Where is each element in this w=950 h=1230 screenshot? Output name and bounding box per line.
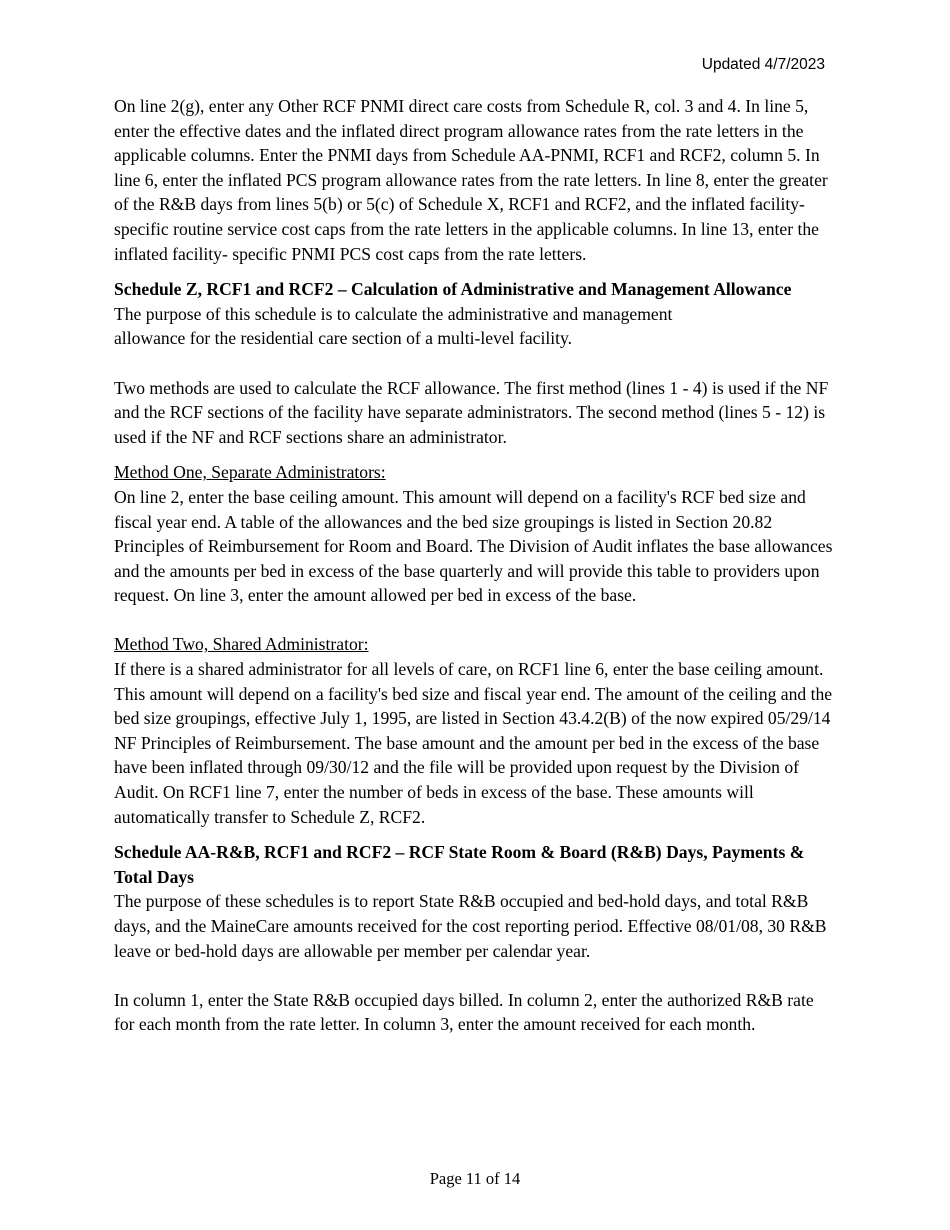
method-two-title: Method Two, Shared Administrator: xyxy=(114,634,369,655)
document-body xyxy=(114,94,836,1037)
schedule-z-methods: Two methods are used to calculate the RCF allowance. The first method (lines 1 - 4) is used if the NF and the RCF sections of the facility have separate administrators. The second method (lines 5 - 12) is used if the NF and RCF sections share an administrator. xyxy=(114,377,829,447)
updated-date: Updated 4/7/2023 xyxy=(701,56,825,73)
schedule-aa-columns: In column 1, enter the State R&B occupied days billed. In column 2, enter the authorized R&B rate for each month from the rate letter. In column 3, enter the amount received for each month. xyxy=(114,989,814,1035)
intro-paragraph: On line 2(g), enter any Other RCF PNMI direct care costs from Schedule R, col. 3 and 4. In line 5, enter the effective dates and the inflated direct program allowance rates from the rate letters in the applicable columns. Enter the PNMI days from Schedule AA-PNMI, RCF1 and RCF2, column 5. In line 6, enter the inflated PCS program allowance rates from the rate letters. In line 8, enter the greater of the R&B days from lines 5(b) or 5(c) of Schedule X, RCF1 and RCF2, and the inflated facility-specific routine service cost caps from the rate letters in the applicable columns. In line 13, enter the inflated facility- specific PNMI PCS cost caps from the rate letters. xyxy=(114,96,828,264)
method-two-text: If there is a shared administrator for all levels of care, on RCF1 line 6, enter the base ceiling amount. This amount will depend on a facility's bed size and fiscal year end. The amount of the ceiling and the bed size groupings, effective July 1, 1995, are listed in Section 43.4.2(B) of the now expired 05/29/14 NF Principles of Reimbursement. The base amount and the amount per bed in the excess of the base have been inflated through 09/30/12 and the file will be provided upon request by the Division of Audit. On RCF1 line 7, enter the number of beds in excess of the base. These amounts will automatically transfer to Schedule Z, RCF2. xyxy=(114,659,833,827)
method-one-title: Method One, Separate Administrators: xyxy=(114,462,386,483)
schedule-z-heading: Schedule Z, RCF1 and RCF2 – Calculation of Administrative and Management Allowance xyxy=(114,279,792,300)
schedule-aa-purpose: The purpose of these schedules is to report State R&B occupied and bed-hold days, and total R&B days, and the MaineCare amounts received for the cost reporting period. Effective 08/01/08, 30 R&B leave or bed-hold days are allowable per member per calendar year. xyxy=(114,891,827,961)
schedule-aa-heading: Schedule AA-R&B, RCF1 and RCF2 – RCF State Room & Board (R&B) Days, Payments & Total Days xyxy=(114,842,805,887)
schedule-z-purpose: The purpose of this schedule is to calculate the administrative and management allowance for the residential care section of a multi-level facility. xyxy=(114,303,673,349)
method-one-text: On line 2, enter the base ceiling amount. This amount will depend on a facility's RCF bed size and fiscal year end. A table of the allowances and the bed size groupings is listed in Section 20.82 Principles of Reimbursement for Room and Board. The Division of Audit inflates the base allowances and the amounts per bed in excess of the base quarterly and will provide this table to providers upon request. On line 3, enter the amount allowed per bed in excess of the base. xyxy=(114,486,833,606)
page-number: Page 11 of 14 xyxy=(429,1169,521,1188)
